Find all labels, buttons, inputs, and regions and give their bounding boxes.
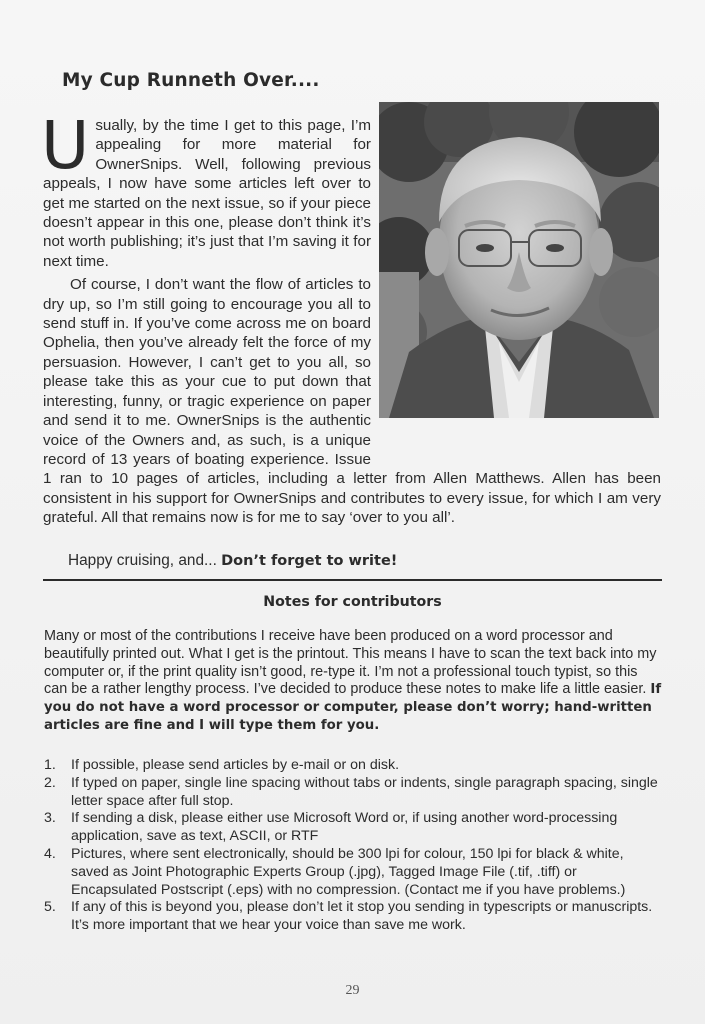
article-paragraph-1-text: sually, by the time I get to this page, I’m appealing for more material for OwnerSnips. Well, following previous appeals, I now have some articles left over to get me started on the next issue, so if your piece doesn’t appear in this one, please don’t think it’s not worth publishing; it’s just that I’m saving it for next time.	[43, 117, 371, 270]
contributor-guidelines-list	[44, 757, 664, 935]
list-item-number: 3.	[44, 810, 56, 827]
list-item-text: Pictures, where sent electronically, should be 300 lpi for colour, 150 lpi for black & white, saved as Joint Photographic Experts Group (.jpg), Tagged Image File (.tif, .tiff) or Encapsulated Postscript (.eps) with no compression. (Contact me if you have problems.)	[71, 845, 626, 898]
photo-spacer	[371, 116, 661, 452]
article-paragraph-2: Of course, I don’t want the flow of articles to dry up, so I’m still going to encourage you all to send stuff in. If you’ve come across me on board Ophelia, then you’ve already felt the force of my persuasion. However, I can’t get to you all, so please take this as your cue to put down that interesting, funny, or tragic experience on paper and send it to me. OwnerSnips is the authentic voice of the Owners and, as such, is a unique record of 13 years of boating experience. Issue 1 ran to 10 pages of articles, including a letter from Allen Matthews. Allen has been consistent in his support for OwnerSnips and contributes to every issue, for which I am very grateful. All that remains now is for me to say ‘over to you all’.	[43, 276, 661, 527]
list-item-text: If any of this is beyond you, please don’t let it stop you sending in typescripts or manuscripts. It’s more important that we hear your voice than save me work.	[71, 899, 653, 934]
list-item-text: If possible, please send articles by e-mail or on disk.	[71, 757, 400, 773]
list-item-text: If sending a disk, please either use Microsoft Word or, if using another word-processing application, save as text, ASCII, or RTF	[71, 810, 618, 845]
article-body	[41, 107, 661, 528]
list-item-number: 2.	[44, 774, 56, 791]
list-item	[44, 810, 664, 846]
list-item-number: 1.	[44, 757, 56, 773]
list-item-number: 5.	[44, 899, 56, 916]
page-number: 29	[345, 983, 360, 998]
notes-intro-text: Many or most of the contributions I receive have been produced on a word processor and beautifully printed out. What I get is the printout. This means I have to scan the text back into my computer or, if the print quality isn’t good, re-type it. I’m not a professional touch typist, so this can be a rather lengthy process. I’ve decided to produce these notes to make life a little easier.	[44, 628, 657, 698]
notes-heading: Notes for contributors	[263, 594, 442, 610]
notes-intro-bold: If you do not have a word processor or computer, please don’t worry; hand-written articles are fine and I will type them for you.	[44, 682, 662, 733]
list-item	[44, 775, 664, 811]
drop-cap: U	[41, 107, 90, 184]
list-item	[44, 846, 664, 899]
list-item	[44, 899, 664, 935]
notes-intro	[44, 628, 662, 735]
list-item	[44, 757, 664, 775]
section-divider	[43, 579, 662, 581]
signoff-bold: Don’t forget to write!	[221, 553, 398, 569]
signoff-line	[68, 552, 397, 570]
signoff-text: Happy cruising, and...	[68, 552, 222, 569]
list-item-number: 4.	[44, 845, 56, 862]
list-item-text: If typed on paper, single line spacing without tabs or indents, single paragraph spacing, single letter space after full stop.	[71, 774, 658, 809]
article-title: My Cup Runneth Over....	[62, 70, 320, 91]
